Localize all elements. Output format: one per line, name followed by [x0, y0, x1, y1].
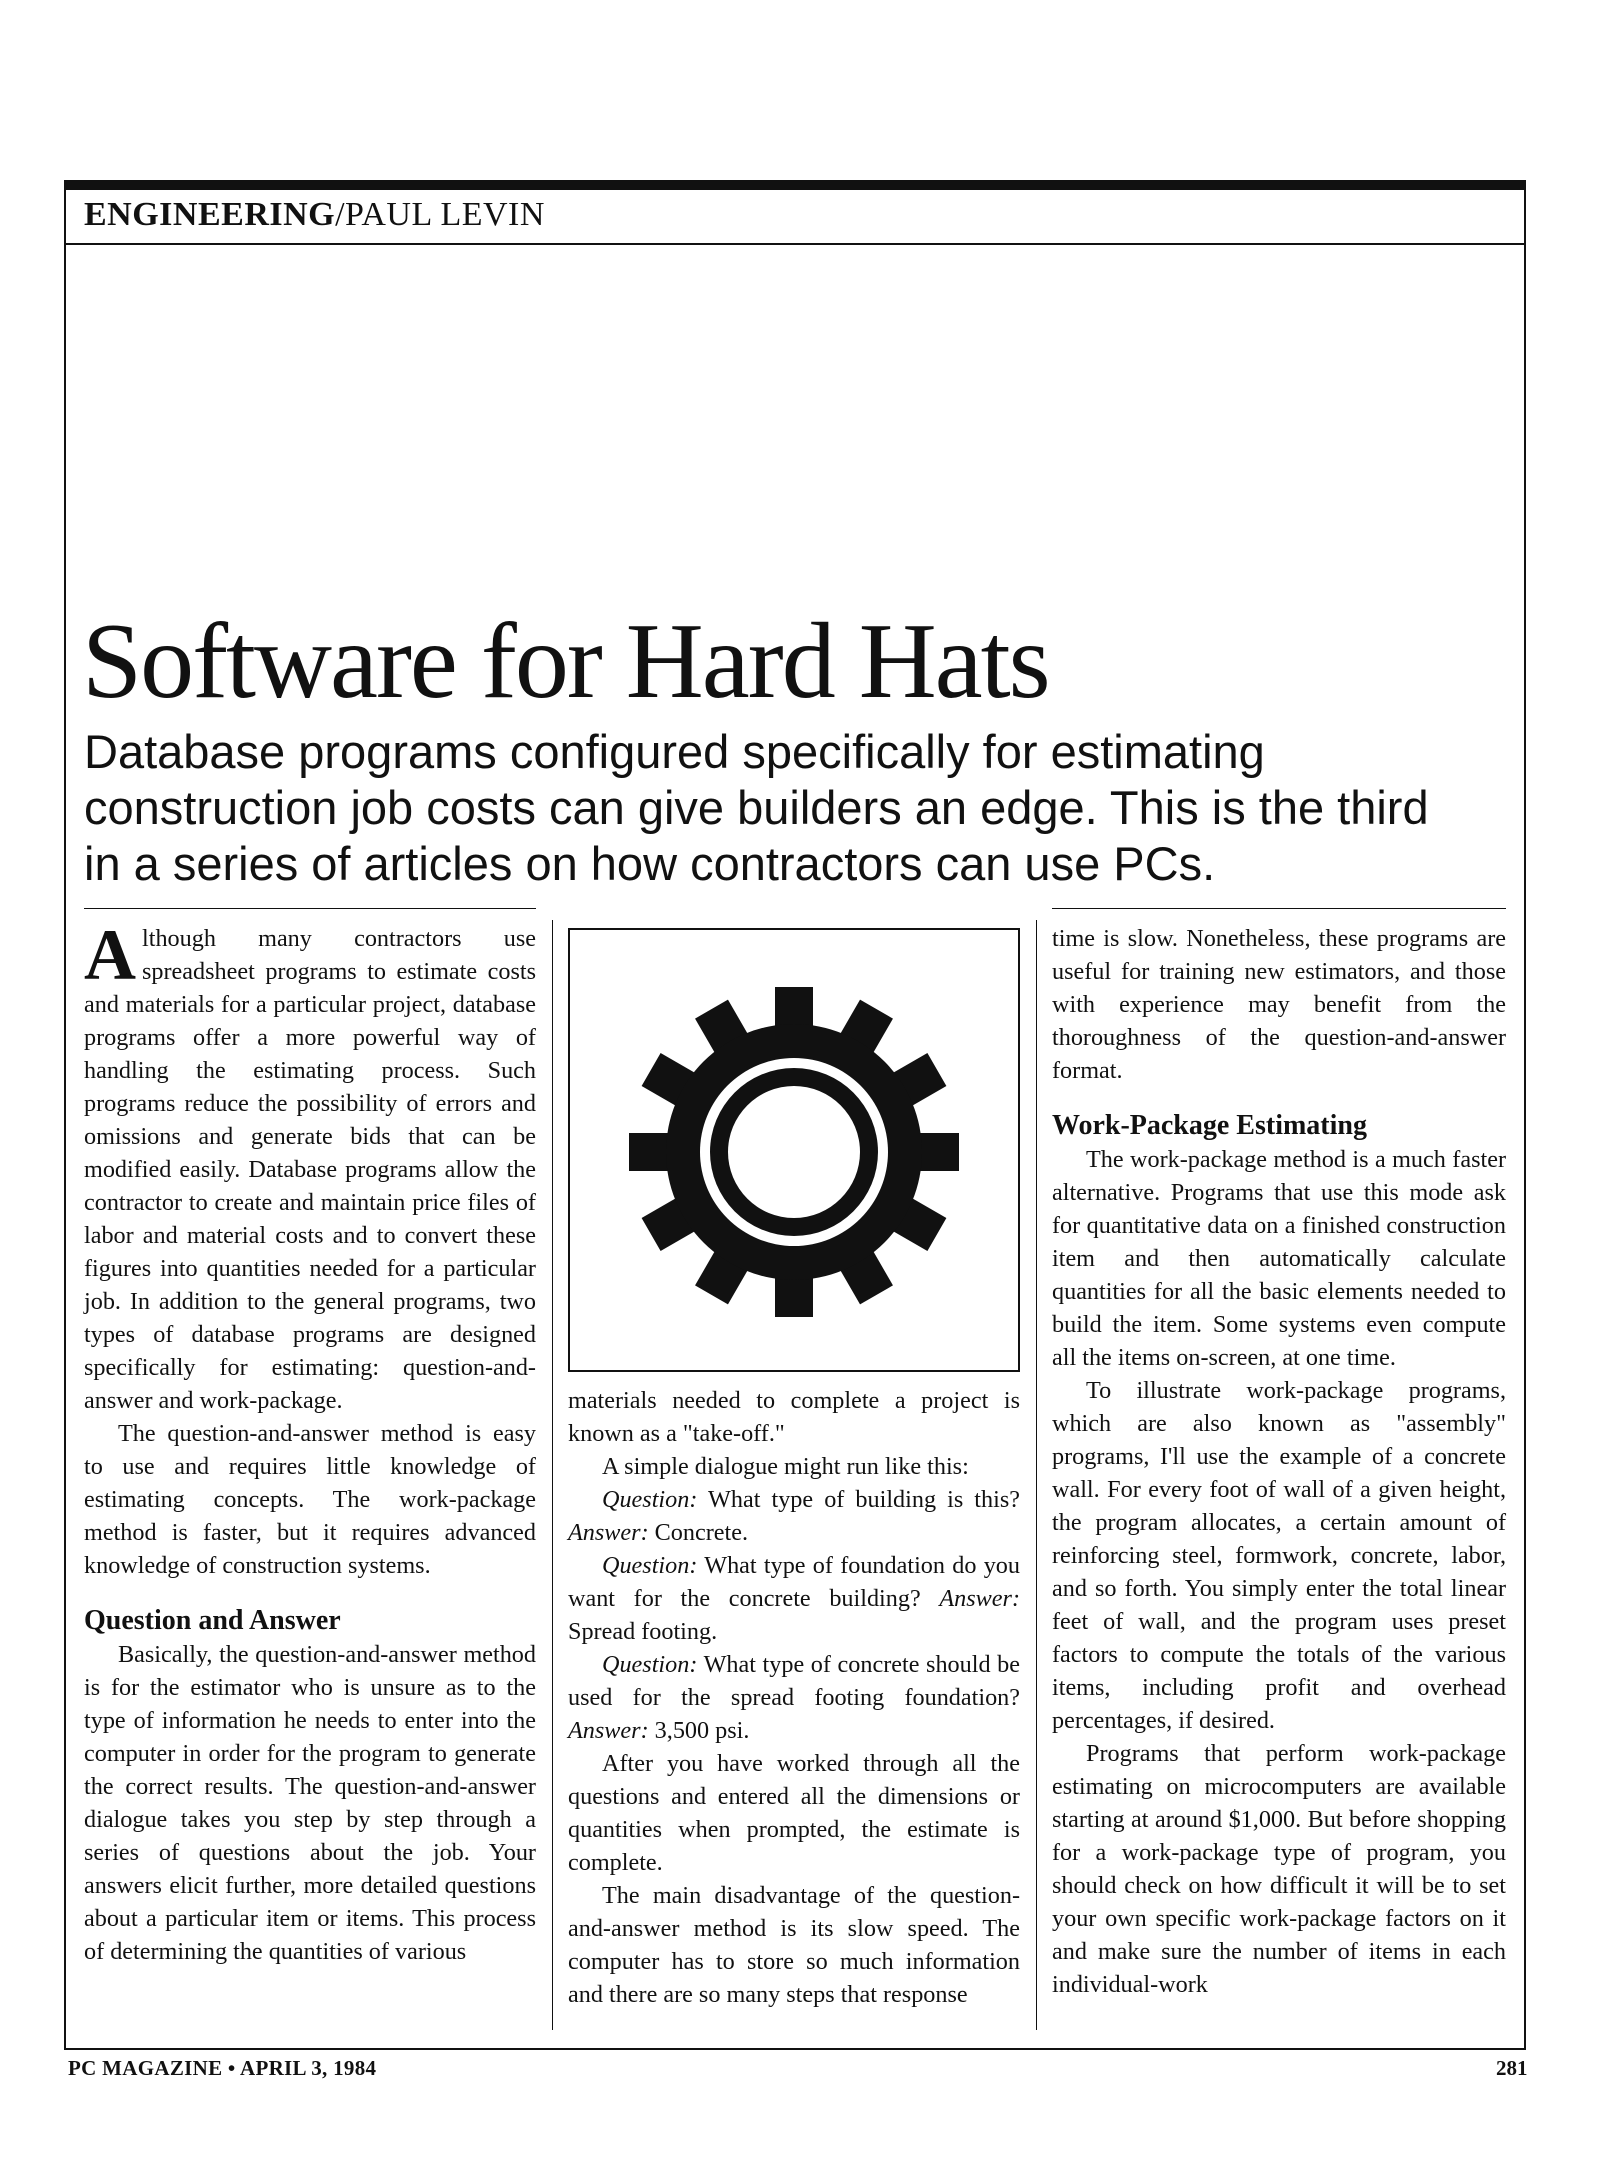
- article-title: Software for Hard Hats: [82, 602, 1049, 721]
- paragraph: After you have worked through all the questions and entered all the dimensions or quantities when prompted, the estimate is complete.: [568, 1750, 1020, 1876]
- question-text: What type of concrete should be used for the spread footing foundation?: [568, 1651, 1020, 1711]
- answer-label: Answer:: [939, 1585, 1020, 1612]
- dialogue-line: [568, 1648, 1020, 1747]
- question-text: What type of building is this?: [708, 1486, 1020, 1513]
- section-heading: Work-Package Estimating: [1052, 1110, 1367, 1141]
- publication-footer: PC MAGAZINE • APRIL 3, 1984: [68, 2056, 377, 2080]
- dialogue-line: [568, 1549, 1020, 1648]
- paragraph: The main disadvantage of the question-and-answer method is its slow speed. The computer has to store so much information and there are so many steps that response: [568, 1882, 1020, 2008]
- question-label: Question:: [602, 1552, 698, 1579]
- author-name: /PAUL LEVIN: [335, 196, 545, 233]
- paragraph: A simple dialogue might run like this:: [602, 1453, 969, 1480]
- paragraph: time is slow. Nonetheless, these programs are useful for training new estimators, and those with experience may benefit from the thoroughness of the question-and-answer format.: [1052, 925, 1506, 1084]
- answer-label: Answer:: [568, 1519, 649, 1546]
- department-header: [84, 196, 545, 234]
- paragraph: To illustrate work-package programs, which are also known as "assembly" programs, I'll use the example of a concrete wall. For every foot of wall of a given height, the program allocates, a certain amount of reinforcing steel, formwork, concrete, labor, and so forth. You simply enter the total linear feet of wall, and the program uses preset factors to compute the totals of the various items, including profit and overhead percentages, if desired.: [1052, 1377, 1506, 1734]
- column-2: [568, 1384, 1020, 2011]
- answer-text: Spread footing.: [568, 1618, 718, 1645]
- drop-cap: A: [84, 915, 136, 995]
- column-rule: [1052, 908, 1506, 909]
- paragraph: Basically, the question-and-answer method is for the estimator who is unsure as to the type of information he needs to enter into the computer in order for the program to generate the correct results. The question-and-answer dialogue takes you step by step through a series of questions about the job. Your answers elicit further, more detailed questions about a particular item or items. This process of determining the quantities of various: [84, 1641, 536, 1965]
- question-text: What type of foundation do you want for the concrete building?: [568, 1552, 1020, 1612]
- paragraph: Programs that perform work-package estimating on microcomputers are available starting at around $1,000. But before shopping for a work-package type of program, you should check on how difficult it will be to set your own specific work-package factors on it and make sure the number of items in each individual-work: [1052, 1740, 1506, 1998]
- department-label: ENGINEERING: [84, 196, 336, 233]
- paragraph: [84, 915, 536, 1417]
- article-deck: Database programs configured specifically for estimating construction job costs can give builders an edge. This is the third in a series of articles on how contractors can use PCs.: [84, 725, 1429, 890]
- dialogue-line: [568, 1483, 1020, 1549]
- gear-icon: [570, 930, 1018, 1370]
- answer-text: 3,500 psi.: [654, 1717, 750, 1744]
- paragraph: The question-and-answer method is easy to use and requires little knowledge of estimating concepts. The work-package method is faster, but it requires advanced knowledge of construction systems.: [84, 1420, 536, 1579]
- gear-figure: [568, 928, 1020, 1372]
- column-3: [1052, 922, 1506, 2001]
- paragraph: The work-package method is a much faster alternative. Programs that use this mode ask for quantitative data on a finished construction item and then automatically calculate quantities for all the basic elements needed to build the item. Some systems even compute all the items on-screen, at one time.: [1052, 1146, 1506, 1371]
- paragraph: materials needed to complete a project is known as a "take-off.": [568, 1387, 1020, 1447]
- question-label: Question:: [602, 1486, 698, 1513]
- answer-text: Concrete.: [654, 1519, 749, 1546]
- column-1: [84, 915, 536, 1968]
- column-rule: [84, 908, 536, 909]
- column-divider: [1036, 920, 1037, 2030]
- question-label: Question:: [602, 1651, 698, 1678]
- page-number: 281: [1496, 2056, 1528, 2080]
- header-rule: [66, 243, 1524, 245]
- column-divider: [552, 920, 553, 2030]
- paragraph-text: lthough many contractors use spreadsheet programs to estimate costs and materials for a particular project, database programs offer a more powerful way of handling the estimating process. Such programs reduce the possibility of errors and omissions and generate bids that can be modified easily. Database programs allow the contractor to create and maintain price files of labor and material costs and to convert these figures into quantities needed for a particular job. In addition to the general programs, two types of database programs are designed specifically for estimating: question-and-answer and work-package.: [84, 925, 536, 1414]
- section-heading: Question and Answer: [84, 1605, 341, 1636]
- answer-label: Answer:: [568, 1717, 649, 1744]
